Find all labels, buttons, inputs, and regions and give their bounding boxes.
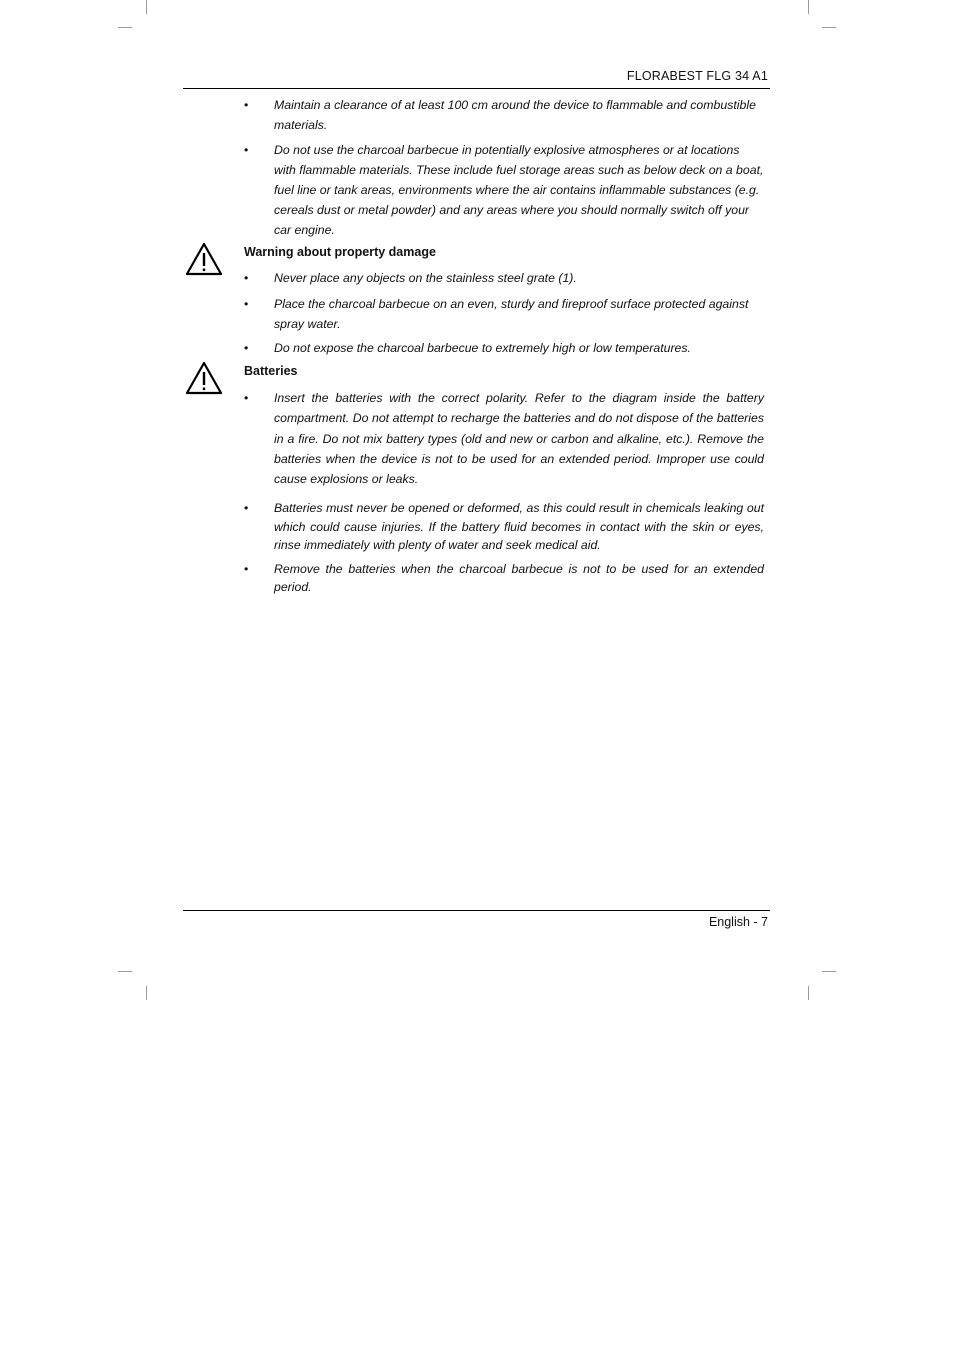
list-item bbox=[244, 96, 764, 135]
header-title: FLORABEST FLG 34 A1 bbox=[626, 69, 768, 83]
list-item bbox=[244, 269, 764, 289]
crop-mark bbox=[822, 971, 836, 972]
bullet-text: Maintain a clearance of at least 100 cm around the device to flammable and combustible materials. bbox=[274, 98, 756, 132]
bullet-dot: • bbox=[244, 296, 249, 311]
footer-rule bbox=[183, 910, 770, 911]
bullet-text: Never place any objects on the stainless steel grate (1). bbox=[274, 271, 577, 285]
bullet-dot: • bbox=[244, 143, 249, 157]
bullet-text: Batteries must never be opened or deformed, as this could result in chemicals leaking out which could cause injuries. If the battery fluid becomes in contact with the skin or eyes, rinse immediately with plenty of water and seek medical aid. bbox=[274, 501, 764, 553]
list-item bbox=[244, 294, 764, 334]
bullet-text: Do not expose the charcoal barbecue to extremely high or low temperatures. bbox=[274, 340, 691, 355]
list-item bbox=[244, 140, 764, 240]
header-rule bbox=[183, 88, 770, 89]
bullet-dot: • bbox=[244, 98, 249, 112]
batteries-bullet-list bbox=[244, 388, 764, 597]
list-item bbox=[244, 499, 764, 555]
list-item bbox=[244, 560, 764, 597]
crop-mark bbox=[822, 27, 836, 28]
crop-mark bbox=[808, 0, 809, 14]
list-item bbox=[244, 388, 764, 489]
crop-mark bbox=[118, 971, 132, 972]
bullet-text: Remove the batteries when the charcoal barbecue is not to be used for an extended period. bbox=[274, 561, 764, 595]
bullet-dot: • bbox=[244, 501, 249, 516]
bullet-text: Place the charcoal barbecue on an even, sturdy and fireproof surface protected against spray water. bbox=[274, 296, 749, 331]
property-damage-bullet-list bbox=[244, 269, 764, 358]
bullet-dot: • bbox=[244, 340, 249, 355]
bullet-dot: • bbox=[244, 561, 249, 576]
crop-mark bbox=[118, 27, 132, 28]
bullet-dot: • bbox=[244, 271, 249, 285]
crop-mark bbox=[808, 986, 809, 1000]
property-damage-heading: Warning about property damage bbox=[244, 245, 436, 259]
crop-mark bbox=[146, 0, 147, 14]
bullet-text: Do not use the charcoal barbecue in potentially explosive atmospheres or at locations with flammable materials. These include fuel storage areas such as below deck on a boat, fuel line or tank areas, environments where the air contains inflammable substances (e.g. cereals dust or metal powder) and any areas where you should normally switch off your car engine. bbox=[274, 143, 764, 237]
page-number: English - 7 bbox=[708, 915, 768, 929]
crop-mark bbox=[146, 986, 147, 1000]
warning-triangle-icon bbox=[185, 242, 223, 276]
intro-bullet-list bbox=[244, 96, 764, 240]
list-item bbox=[244, 339, 764, 359]
bullet-text: Insert the batteries with the correct polarity. Refer to the diagram inside the battery compartment. Do not attempt to recharge the batteries and do not dispose of the batteries in a fire. Do not mix battery types (old and new or carbon and alkaline, etc.). Remove the batteries when the device is not to be used for an extended period. Improper use could cause explosions or leaks. bbox=[274, 391, 764, 487]
warning-triangle-icon bbox=[185, 361, 223, 395]
bullet-dot: • bbox=[244, 391, 249, 405]
batteries-heading: Batteries bbox=[244, 364, 298, 378]
